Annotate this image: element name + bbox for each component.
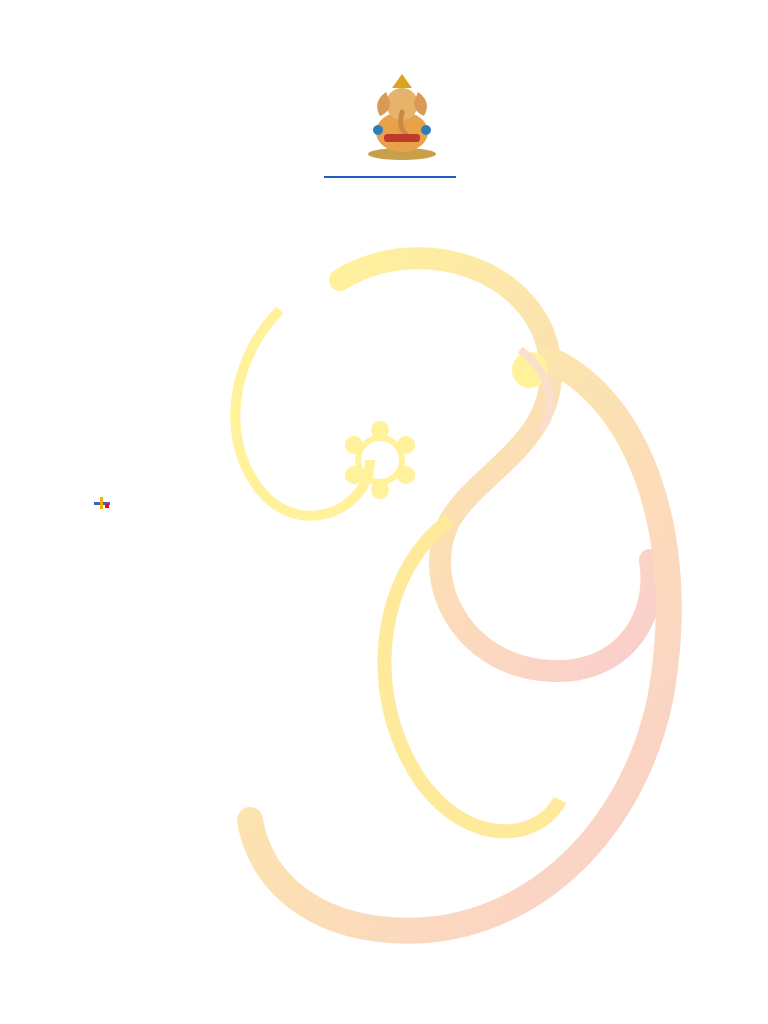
separator-line [324, 176, 456, 178]
education-item [93, 494, 115, 512]
ganesha-icon [362, 72, 442, 162]
ganesha-watermark-icon [220, 240, 690, 960]
pencil-bullet-icon [93, 496, 111, 510]
